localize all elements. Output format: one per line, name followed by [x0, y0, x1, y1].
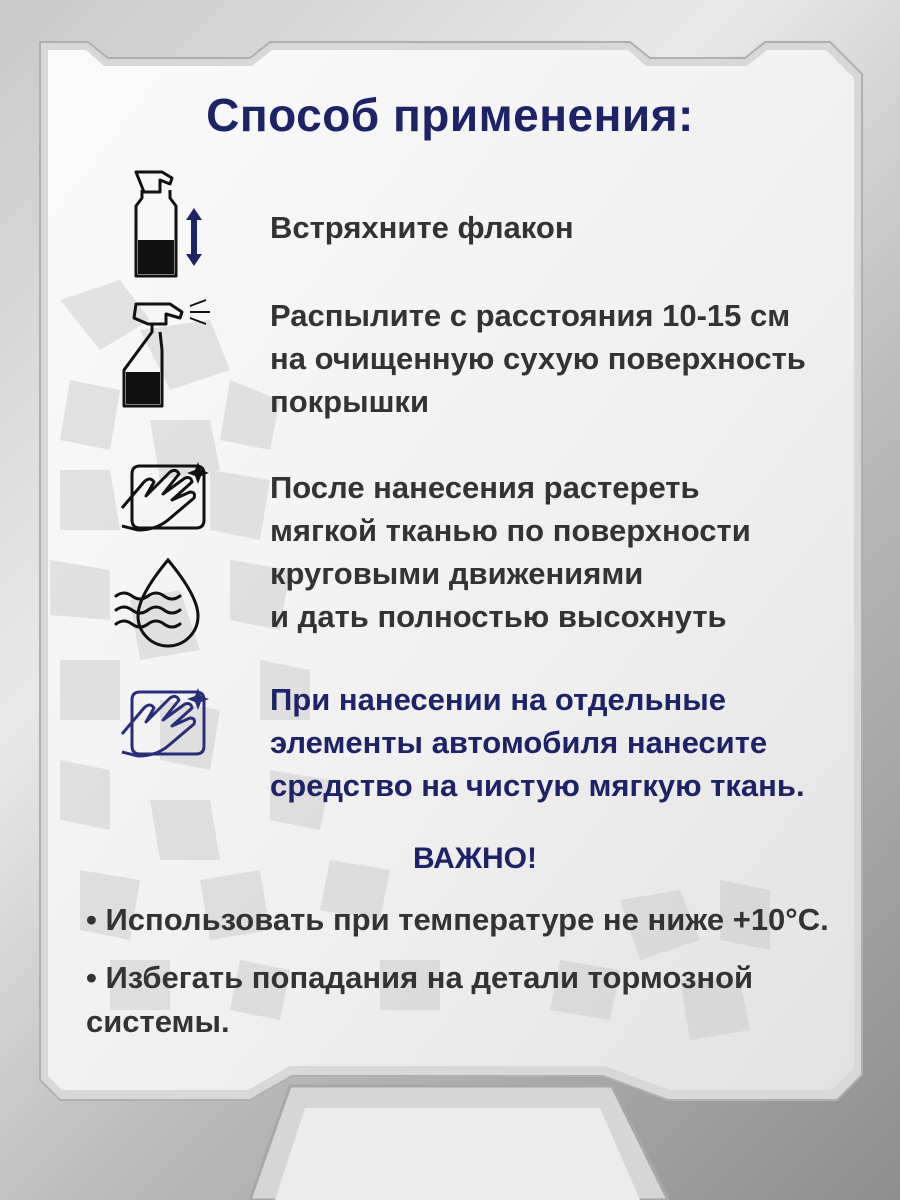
step-line: мягкой тканью по поверхности: [270, 513, 751, 548]
water-drop-dry-icon: [112, 556, 208, 648]
step-wipe-dry: [270, 466, 751, 638]
note-line: системы.: [86, 1004, 230, 1039]
hand-cloth-wipe-icon: [118, 456, 214, 548]
step-spray: [270, 294, 806, 423]
step-line: Распылите с расстояния 10-15 см: [270, 298, 791, 333]
step-line: При нанесении на отдельные: [270, 682, 726, 717]
step-line: Встряхните флакон: [270, 210, 574, 245]
important-heading: ВАЖНО!: [413, 842, 537, 875]
hand-cloth-blue-icon: [118, 682, 214, 774]
page-title: Способ применения:: [206, 89, 694, 141]
note-temperature: [86, 898, 829, 942]
note-brakes: [86, 956, 753, 1044]
spray-bottle-spraying-icon: [106, 292, 218, 412]
step-line: на очищенную сухую поверхность: [270, 341, 806, 376]
step-line: круговыми движениями: [270, 556, 644, 591]
note-line: • Избегать попадания на детали тормозной: [86, 960, 754, 995]
step-line: покрышки: [270, 384, 429, 419]
step-line: После нанесения растереть: [270, 470, 700, 505]
step-line: элементы автомобиля нанесите: [270, 725, 768, 760]
note-line: • Использовать при температуре не ниже +10°С.: [86, 902, 829, 937]
step-line: и дать полностью высохнуть: [270, 599, 727, 634]
step-shake: [270, 206, 574, 249]
step-line: средство на чистую мягкую ткань.: [270, 768, 805, 803]
spray-bottle-shake-icon: [128, 162, 208, 280]
step-cloth-application: [270, 678, 805, 807]
